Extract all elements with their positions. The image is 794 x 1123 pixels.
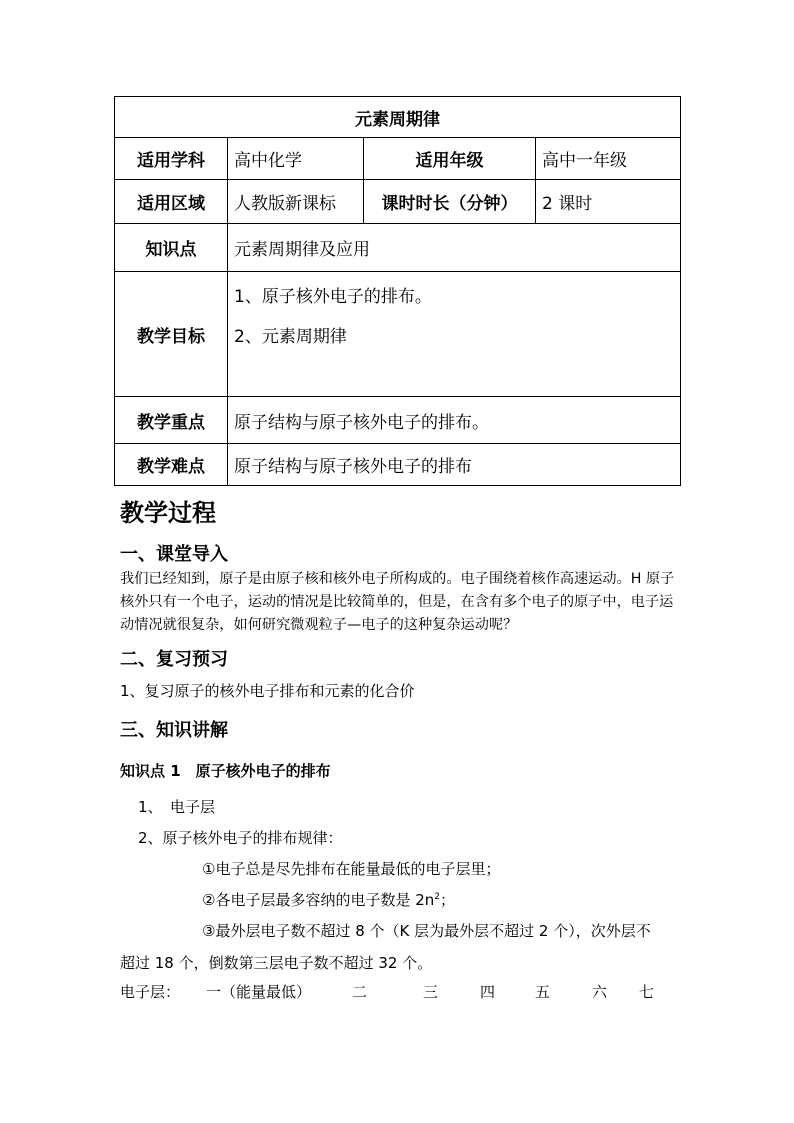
layer-item: 三 bbox=[423, 983, 439, 1001]
subject-value: 高中化学 bbox=[228, 138, 364, 180]
rule-text: ②各电子层最多容纳的电子数是 2n bbox=[202, 891, 435, 909]
electron-layers-row bbox=[120, 981, 680, 1005]
section1-text: 我们已经知到，原子是由原子核和核外电子所构成的。电子围绕着核作高速运动。H 原子核外只有一个电子，运动的情况是比较简单的，但是，在含有多个电子的原子中，电子运动情况就很复杂，如何研究微观粒子—电子的这种复杂运动呢？ bbox=[120, 571, 675, 633]
rule-item: ①电子总是尽先排布在能量最低的电子层里； bbox=[202, 860, 501, 878]
layers-label: 电子层： bbox=[120, 983, 181, 1001]
region-value: 人教版新课标 bbox=[228, 180, 364, 224]
grade-label: 适用年级 bbox=[364, 138, 536, 180]
superscript: 2 bbox=[434, 892, 441, 902]
focus-value: 原子结构与原子核外电子的排布。 bbox=[228, 397, 681, 444]
difficulty-value: 原子结构与原子核外电子的排布 bbox=[228, 444, 681, 486]
section3-title: 三、知识讲解 bbox=[120, 720, 228, 741]
rule-item-continued: 超过 18 个，倒数第三层电子数不超过 32 个。 bbox=[120, 954, 433, 972]
layer-item: 一（能量最低） bbox=[206, 983, 312, 1001]
list-item: 2、原子核外电子的排布规律： bbox=[138, 829, 343, 847]
course-info-table bbox=[114, 96, 681, 486]
rule-text: ； bbox=[440, 891, 456, 909]
section2-text: 1、复习原子的核外电子排布和元素的化合价 bbox=[120, 682, 415, 700]
layer-item: 二 bbox=[352, 983, 368, 1001]
rule-item bbox=[202, 889, 455, 910]
layer-item: 六 bbox=[592, 983, 608, 1001]
goals-cell bbox=[228, 272, 681, 397]
duration-label: 课时时长（分钟） bbox=[364, 180, 536, 224]
duration-value: 2 课时 bbox=[536, 180, 681, 224]
goal-item: 2、元素周期律 bbox=[234, 327, 347, 347]
process-heading: 教学过程 bbox=[120, 499, 216, 527]
goals-label: 教学目标 bbox=[115, 272, 228, 397]
knowledge-value: 元素周期律及应用 bbox=[228, 224, 681, 272]
list-item: 1、 电子层 bbox=[138, 798, 216, 816]
knowledge-label: 知识点 bbox=[115, 224, 228, 272]
knowledge-point-title: 知识点 1 原子核外电子的排布 bbox=[120, 762, 331, 780]
section1-title: 一、课堂导入 bbox=[120, 544, 228, 565]
grade-value: 高中一年级 bbox=[536, 138, 681, 180]
goal-item: 1、原子核外电子的排布。 bbox=[234, 287, 432, 307]
course-title: 元素周期律 bbox=[115, 97, 681, 138]
subject-label: 适用学科 bbox=[115, 138, 228, 180]
region-label: 适用区域 bbox=[115, 180, 228, 224]
rule-item: ③最外层电子数不超过 8 个（K 层为最外层不超过 2 个），次外层不 bbox=[202, 922, 651, 940]
layer-item: 四 bbox=[480, 983, 496, 1001]
focus-label: 教学重点 bbox=[115, 397, 228, 444]
difficulty-label: 教学难点 bbox=[115, 444, 228, 486]
section2-title: 二、复习预习 bbox=[120, 649, 228, 670]
layer-item: 七 bbox=[639, 983, 655, 1001]
layer-item: 五 bbox=[535, 983, 551, 1001]
